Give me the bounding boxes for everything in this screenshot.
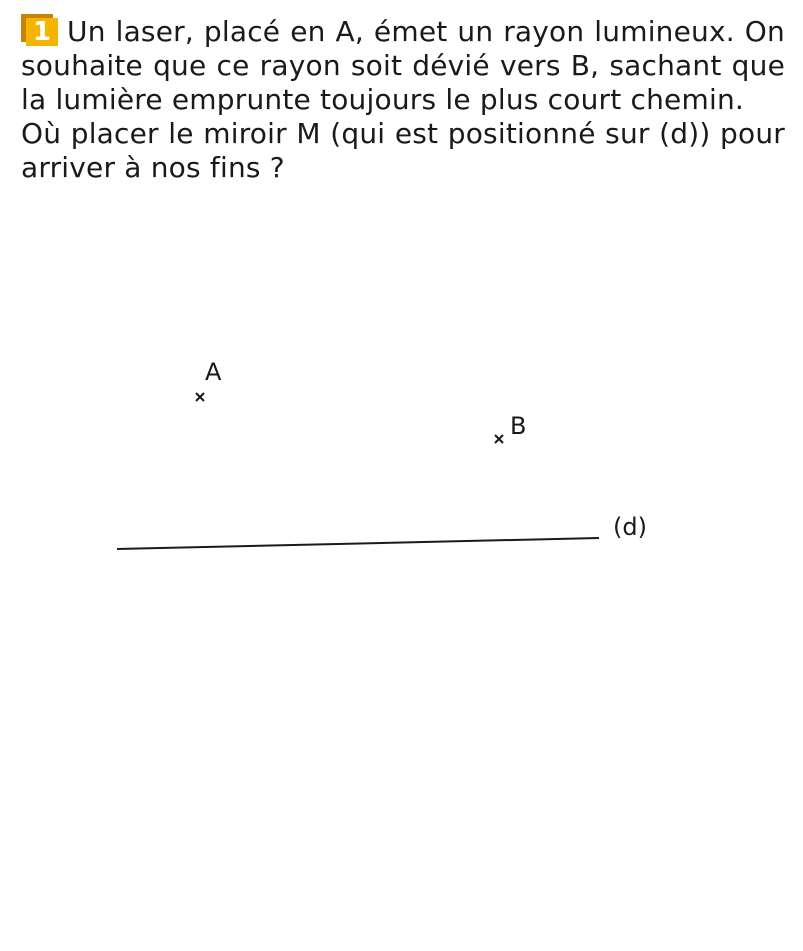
line-d <box>117 538 599 549</box>
point-b-marker <box>495 435 503 443</box>
line-d-label: (d) <box>613 513 647 541</box>
point-a-label: A <box>205 358 222 386</box>
exercise-paragraph-2: Où placer le miroir M (qui est positionné sur (d)) pour arriver à nos fins ? <box>21 117 785 184</box>
point-b-label: B <box>510 412 527 440</box>
exercise-text-1: Un laser, placé en A, émet un rayon lumineux. On souhaite que ce rayon soit dévié vers B, sachant que la lumière emprunte toujours le plus court chemin. <box>21 15 785 116</box>
exercise-number: 1 <box>26 18 58 46</box>
point-a-marker <box>196 393 204 401</box>
